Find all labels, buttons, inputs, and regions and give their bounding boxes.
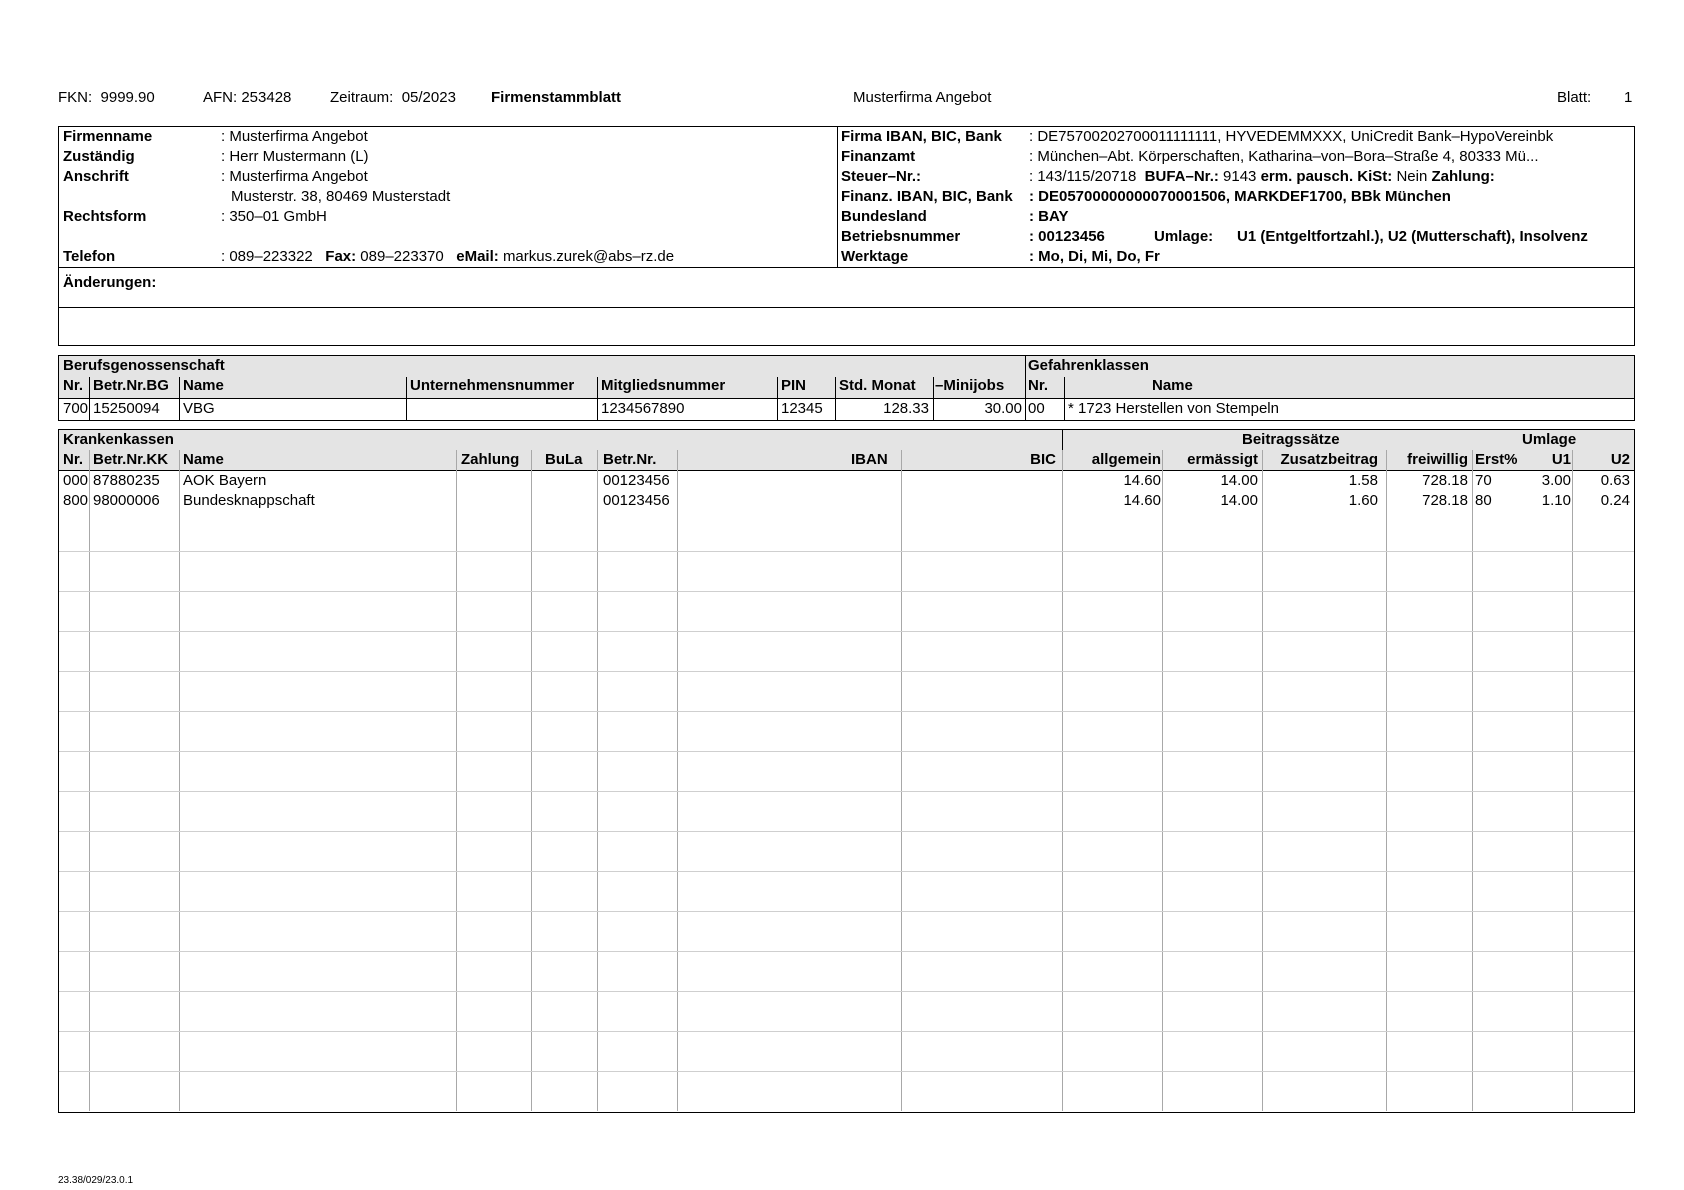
bg-row-nr: 700	[63, 400, 89, 417]
anschrift-label: Anschrift	[63, 168, 129, 185]
kk-row-rule	[59, 751, 1634, 752]
kk-header-name: Name	[183, 451, 224, 468]
kk-row-rule	[59, 1071, 1634, 1072]
bg-row-minijobs: 30.00	[984, 400, 1022, 417]
bg-section-label: Berufsgenossenschaft	[63, 357, 225, 374]
anschrift-line2: Musterstr. 38, 80469 Musterstadt	[231, 188, 451, 205]
kk-row-name: AOK Bayern	[183, 472, 267, 489]
bundesland-label: Bundesland	[841, 208, 927, 225]
bg-col-sep	[179, 377, 180, 420]
firm-separator	[59, 267, 1634, 268]
werktage-value: : Mo, Di, Mi, Do, Fr	[1029, 248, 1160, 265]
kk-row-zusatz: 1.58	[1348, 472, 1378, 489]
bg-row-std: 128.33	[883, 400, 929, 417]
kk-column-rule	[901, 450, 902, 1111]
fkn-label: FKN:	[58, 89, 93, 106]
kk-header-ermaessigt: ermässigt	[1187, 451, 1258, 468]
bg-header-betrnr: Betr.Nr.BG	[93, 377, 169, 394]
bg-row-pin: 12345	[781, 400, 823, 417]
kk-header-betr: Betr.Nr.	[603, 451, 657, 468]
kk-row-rule	[59, 991, 1634, 992]
document-title: Firmenstammblatt	[491, 89, 622, 106]
gefahren-header-name: Name	[1152, 377, 1193, 394]
bg-table	[58, 355, 1635, 421]
bg-header-nr: Nr.	[63, 377, 84, 394]
kk-row-ermaessigt: 14.00	[1220, 492, 1258, 509]
steuer-line	[1029, 167, 1495, 187]
kk-row-rule	[59, 591, 1634, 592]
fax-label: Fax:	[325, 248, 357, 265]
kk-row-u2: 0.63	[1600, 472, 1630, 489]
bg-header-name: Name	[183, 377, 224, 394]
kk-header-nr: Nr.	[63, 451, 84, 468]
bg-header-mitglied: Mitgliedsnummer	[601, 377, 726, 394]
bg-header-unternehmen: Unternehmensnummer	[410, 377, 575, 394]
rechtsform-label: Rechtsform	[63, 208, 147, 225]
kk-row-zusatz: 1.60	[1348, 492, 1378, 509]
zustaendig-value: : Herr Mustermann (L)	[221, 148, 369, 165]
kk-column-rule	[531, 450, 532, 1111]
umlage-label: Umlage:	[1154, 228, 1214, 245]
kk-row-rule	[59, 551, 1634, 552]
kk-row-ermaessigt: 14.00	[1220, 472, 1258, 489]
bg-gefahren-divider	[1025, 356, 1026, 420]
kist-value: Nein	[1396, 168, 1428, 185]
kk-column-rule	[89, 450, 90, 1111]
firma-iban-label: Firma IBAN, BIC, Bank	[841, 128, 1002, 145]
rechtsform-value: : 350–01 GmbH	[221, 208, 327, 225]
kk-row-freiwillig: 728.18	[1422, 492, 1468, 509]
kk-header-allgemein: allgemein	[1091, 451, 1161, 468]
kk-row-allgemein: 14.60	[1123, 492, 1161, 509]
afn-field	[203, 88, 291, 108]
kk-row-betr: 00123456	[603, 472, 670, 489]
blatt-label: Blatt:	[1557, 89, 1592, 106]
kk-header-zahlung: Zahlung	[461, 451, 520, 468]
kk-beitrag-label: Beitragssätze	[1242, 431, 1340, 448]
firma-iban-value: : DE75700202700011111111, HYVEDEMMXXX, UniCredit Bank–HypoVereinbk	[1029, 128, 1554, 145]
kk-header-freiwillig: freiwillig	[1407, 451, 1468, 468]
bg-header-std: Std. Monat	[839, 377, 916, 394]
kk-header-erst: Erst%	[1475, 451, 1518, 468]
kk-column-rule	[1386, 450, 1387, 1111]
kk-header-iban: IBAN	[851, 451, 888, 468]
company-name: Musterfirma Angebot	[853, 89, 992, 106]
kk-row-erst: 80	[1475, 492, 1492, 509]
bundesland-value: : BAY	[1029, 208, 1069, 225]
zustaendig-label: Zuständig	[63, 148, 135, 165]
kk-row-rule	[59, 671, 1634, 672]
finanzamt-label: Finanzamt	[841, 148, 916, 165]
footer-code: 23.38/029/23.0.1	[58, 1175, 134, 1186]
fax-value: 089–223370	[360, 248, 444, 265]
zeitraum-value: 05/2023	[401, 89, 456, 106]
kk-table	[58, 429, 1635, 1113]
kk-row-erst: 70	[1475, 472, 1492, 489]
bg-col-sep	[1064, 377, 1065, 420]
bg-col-sep	[777, 377, 778, 420]
kk-column-rule	[1472, 450, 1473, 1111]
steuer-label: Steuer–Nr.:	[841, 168, 922, 185]
steuer-value: : 143/115/20718	[1029, 168, 1137, 185]
bg-col-sep	[89, 377, 90, 420]
kk-row-freiwillig: 728.18	[1422, 472, 1468, 489]
bg-row-betrnr: 15250094	[93, 400, 160, 417]
firm-data-box	[58, 126, 1635, 346]
fkn-field	[58, 88, 155, 108]
bufa-label: BUFA–Nr.:	[1144, 168, 1219, 185]
kk-row-betrnr: 87880235	[93, 472, 160, 489]
kk-column-rule	[456, 450, 457, 1111]
anschrift-line1: : Musterfirma Angebot	[221, 168, 368, 185]
kk-row-rule	[59, 951, 1634, 952]
kk-row-u2: 0.24	[1600, 492, 1630, 509]
gefahren-row-name: * 1723 Herstellen von Stempeln	[1068, 400, 1279, 417]
email-value: markus.zurek@abs–rz.de	[502, 248, 675, 265]
kk-row-rule	[59, 871, 1634, 872]
aenderungen-label: Änderungen:	[63, 274, 157, 291]
finanzamt-value: : München–Abt. Körperschaften, Katharina–von–Bora–Straße 4, 80333 Mü...	[1029, 148, 1539, 165]
kist-label: erm. pausch. KiSt:	[1260, 168, 1393, 185]
kk-header-betrnr: Betr.Nr.KK	[93, 451, 169, 468]
zeitraum-field	[330, 88, 456, 108]
bg-col-sep	[597, 377, 598, 420]
kk-column-rule	[597, 450, 598, 1111]
kk-row-betr: 00123456	[603, 492, 670, 509]
kk-row-allgemein: 14.60	[1123, 472, 1161, 489]
afn-label: AFN:	[203, 89, 238, 106]
kk-column-rule	[1262, 450, 1263, 1111]
kk-header-bic: BIC	[1030, 451, 1056, 468]
firm-divider	[837, 127, 838, 267]
finanz-iban-label: Finanz. IBAN, BIC, Bank	[841, 188, 1013, 205]
afn-value: 253428	[241, 89, 292, 106]
kk-row-u1: 1.10	[1541, 492, 1571, 509]
kk-row-rule	[59, 831, 1634, 832]
kk-row-u1: 3.00	[1541, 472, 1571, 489]
kk-row-rule	[59, 911, 1634, 912]
kk-section-label: Krankenkassen	[63, 431, 174, 448]
email-label: eMail:	[456, 248, 499, 265]
kk-row-nr: 000	[63, 472, 89, 489]
firmenname-label: Firmenname	[63, 128, 153, 145]
gefahren-section-label: Gefahrenklassen	[1028, 357, 1149, 374]
changes-separator	[59, 307, 1634, 308]
kk-column-rule	[1062, 450, 1063, 1111]
kk-row-nr: 800	[63, 492, 89, 509]
bg-row-name: VBG	[183, 400, 215, 417]
umlage-value: U1 (Entgeltfortzahl.), U2 (Mutterschaft), Insolvenz	[1237, 228, 1588, 245]
fkn-value: 9999.90	[100, 89, 155, 106]
kk-row-rule	[59, 631, 1634, 632]
contact-line	[221, 247, 674, 267]
betriebsnummer-value: : 00123456	[1029, 228, 1105, 245]
kk-column-rule	[1162, 450, 1163, 1111]
kk-header-zusatz: Zusatzbeitrag	[1280, 451, 1378, 468]
kk-column-rule	[1572, 450, 1573, 1111]
kk-column-rule	[179, 450, 180, 1111]
betriebsnummer-label: Betriebsnummer	[841, 228, 961, 245]
bg-header-pin: PIN	[781, 377, 807, 394]
kk-header-u1: U1	[1551, 451, 1571, 468]
zeitraum-label: Zeitraum:	[330, 89, 394, 106]
zahlung-label: Zahlung:	[1431, 168, 1495, 185]
werktage-label: Werktage	[841, 248, 909, 265]
gefahren-row-nr: 00	[1028, 400, 1045, 417]
kk-row-rule	[59, 1031, 1634, 1032]
telefon-label: Telefon	[63, 248, 116, 265]
kk-row-name: Bundesknappschaft	[183, 492, 315, 509]
blatt-value: 1	[1624, 89, 1633, 106]
kk-row-betrnr: 98000006	[93, 492, 160, 509]
kk-umlage-label: Umlage	[1522, 431, 1577, 448]
finanz-iban-value: : DE05700000000070001506, MARKDEF1700, BBk München	[1029, 188, 1451, 205]
bufa-value: 9143	[1223, 168, 1257, 185]
bg-col-sep	[406, 377, 407, 420]
bg-header-minijobs: –Minijobs	[935, 377, 1005, 394]
kk-row-rule	[59, 791, 1634, 792]
kk-header-bula: BuLa	[545, 451, 583, 468]
gefahren-header-nr: Nr.	[1028, 377, 1049, 394]
kk-header-u2: U2	[1610, 451, 1630, 468]
firmenname-value: : Musterfirma Angebot	[221, 128, 368, 145]
kk-column-rule	[677, 450, 678, 1111]
telefon-value: : 089–223322	[221, 248, 313, 265]
kk-row-rule	[59, 711, 1634, 712]
bg-row-mitglied: 1234567890	[601, 400, 685, 417]
